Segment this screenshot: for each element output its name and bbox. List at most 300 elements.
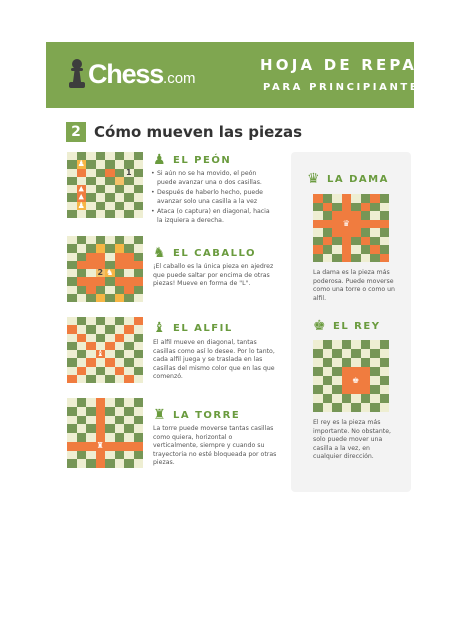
rook-board-square [77, 398, 87, 407]
knight-board-square [105, 277, 115, 285]
knight-board-square [105, 236, 115, 244]
pawn-logo-icon [68, 59, 86, 89]
pawn-board-square [77, 202, 87, 210]
king-board-square [323, 367, 333, 376]
king-board-square [370, 358, 380, 367]
pawn-board-square [134, 152, 144, 160]
knight-board-square [77, 236, 87, 244]
knight-board-square [67, 269, 77, 277]
knight-board-square [96, 269, 106, 277]
pawn-board-square [115, 177, 125, 185]
king-icon: ♚ [313, 318, 326, 334]
bishop-board-square [67, 317, 77, 325]
rook-board-square [115, 407, 125, 416]
rook-board-square [96, 398, 106, 407]
queen-board-square [380, 254, 390, 263]
bishop-board-square [67, 367, 77, 375]
king-board-square [332, 367, 342, 376]
bishop-board-square [115, 342, 125, 350]
knight-board-square [124, 244, 134, 252]
king-board-square [342, 349, 352, 358]
pawn-board-square [134, 185, 144, 193]
bishop-board-square [86, 350, 96, 358]
king-board-square [351, 376, 361, 385]
bishop-board-square [124, 325, 134, 333]
queen-board-square [361, 254, 371, 263]
queen-board-square [361, 220, 371, 229]
knight-board-square [86, 244, 96, 252]
bishop-board-square [115, 375, 125, 383]
bishop-board-square [67, 342, 77, 350]
pawn-board-square [96, 160, 106, 168]
queen-board-square [380, 237, 390, 246]
knight-board-square [77, 286, 87, 294]
queen-board-square [351, 211, 361, 220]
queen-board-square [332, 254, 342, 263]
queen-board [313, 194, 389, 262]
queen-icon: ♛ [307, 171, 320, 187]
pawn-board-square [96, 169, 106, 177]
knight-board-square [134, 236, 144, 244]
pawn-board-square [86, 169, 96, 177]
queen-board-square [370, 211, 380, 220]
knight-board-square [77, 277, 87, 285]
knight-board-square [96, 236, 106, 244]
king-board-square [342, 358, 352, 367]
king-board-square [313, 367, 323, 376]
pawn-board-square [86, 177, 96, 185]
rook-board-square [134, 451, 144, 460]
rook-board-square [105, 433, 115, 442]
queen-board-square [323, 237, 333, 246]
king-board-square [323, 394, 333, 403]
bishop-description: El alfil mueve en diagonal, tantas casillas como así lo desee. Por lo tanto, cada alfil juega y se traslada en las casillas del mismo color que en las que comenzó. [153, 339, 275, 381]
queen-board-square [332, 237, 342, 246]
king-board-square [361, 376, 371, 385]
bishop-board-square [115, 350, 125, 358]
rook-board-square [124, 442, 134, 451]
king-board-square [380, 367, 390, 376]
queen-board-square [361, 237, 371, 246]
rook-board-square [124, 398, 134, 407]
king-board-square [342, 403, 352, 412]
bishop-board-square [124, 350, 134, 358]
king-board-square [332, 403, 342, 412]
rook-title: LA TORRE [173, 409, 241, 421]
king-heading [313, 319, 380, 333]
king-board-square [361, 358, 371, 367]
king-board-square [313, 376, 323, 385]
knight-board-square [115, 277, 125, 285]
bishop-board-square [115, 334, 125, 342]
rook-board-square [67, 451, 77, 460]
knight-board-square [115, 244, 125, 252]
king-board-square [361, 385, 371, 394]
header-banner [46, 42, 448, 108]
knight-board-square [124, 277, 134, 285]
rook-board-square [115, 424, 125, 433]
bishop-board-square [86, 334, 96, 342]
rook-board-square [96, 442, 106, 451]
pawn-board-square [96, 202, 106, 210]
queen-board-square [323, 203, 333, 212]
knight-board-square [105, 269, 115, 277]
pawn-board-square [105, 193, 115, 201]
pawn-board-square [115, 193, 125, 201]
bishop-board-square [77, 334, 87, 342]
king-board-square [380, 349, 390, 358]
bishop-board-square [86, 317, 96, 325]
king-board-square [380, 403, 390, 412]
bishop-piece-icon: ♝ [96, 349, 104, 359]
pawn-board-square [67, 160, 77, 168]
bishop-board-square [134, 334, 144, 342]
pawn-board-square [86, 152, 96, 160]
knight-board-square [86, 286, 96, 294]
rook-board-square [105, 459, 115, 468]
queen-board-square [332, 220, 342, 229]
rook-board-square [115, 459, 125, 468]
king-board-square [313, 394, 323, 403]
knight-board-square [86, 277, 96, 285]
king-board-square [323, 358, 333, 367]
bishop-icon: ♝ [153, 320, 166, 336]
pawn-board-square [67, 193, 77, 201]
rook-board-square [67, 416, 77, 425]
pawn-board-square [86, 185, 96, 193]
knight-board-square [77, 269, 87, 277]
knight-board [67, 236, 143, 302]
rook-board-square [67, 407, 77, 416]
queen-board-square [332, 245, 342, 254]
knight-board-square [67, 286, 77, 294]
pawn-piece-icon: ♟ [77, 200, 85, 210]
knight-board-square [67, 236, 77, 244]
queen-board-square [313, 194, 323, 203]
rook-board-square [105, 424, 115, 433]
knight-title: EL CABALLO [173, 247, 257, 259]
rook-board-square [134, 433, 144, 442]
bishop-board-square [124, 334, 134, 342]
pawn-board-square [115, 169, 125, 177]
king-board-square [351, 358, 361, 367]
bishop-board-square [134, 367, 144, 375]
knight-board-square [115, 261, 125, 269]
pawn-board-square [86, 193, 96, 201]
queen-board-square [370, 194, 380, 203]
rook-board-square [124, 407, 134, 416]
king-board-square [323, 403, 333, 412]
bishop-board-square [124, 367, 134, 375]
knight-board-square [86, 269, 96, 277]
bishop-board-square [67, 334, 77, 342]
knight-board-square [134, 269, 144, 277]
bishop-board-square [77, 375, 87, 383]
knight-piece-icon: ♞ [106, 268, 114, 278]
queen-board-square [351, 203, 361, 212]
pawn-board-square [96, 152, 106, 160]
bishop-board-square [105, 367, 115, 375]
knight-board-square [86, 236, 96, 244]
pawn-description [151, 170, 276, 228]
pawn-board-square [67, 210, 77, 218]
king-board-square [313, 403, 323, 412]
king-board-square [342, 340, 352, 349]
rook-board-square [67, 459, 77, 468]
bishop-board-square [96, 334, 106, 342]
knight-board-square [124, 269, 134, 277]
queen-board-square [313, 254, 323, 263]
bishop-board-square [96, 350, 106, 358]
logo-suffix: .com [163, 69, 196, 87]
rook-board-square [77, 416, 87, 425]
king-board-square [342, 376, 352, 385]
queen-board-square [332, 203, 342, 212]
knight-board-square [96, 294, 106, 302]
bishop-board-square [77, 367, 87, 375]
bishop-board-square [77, 350, 87, 358]
king-board-square [380, 394, 390, 403]
up-arrow-icon: ▲ [78, 192, 84, 201]
bishop-board-square [86, 358, 96, 366]
king-board [313, 340, 389, 412]
pawn-board-square [105, 210, 115, 218]
king-board-square [332, 340, 342, 349]
queen-board-square [370, 203, 380, 212]
knight-board-square [67, 294, 77, 302]
pawn-board-square [105, 202, 115, 210]
pawn-board-square [105, 177, 115, 185]
king-board-square [370, 349, 380, 358]
bishop-board-square [124, 317, 134, 325]
knight-board-square [105, 294, 115, 302]
queen-board-square [313, 220, 323, 229]
bishop-board-square [105, 350, 115, 358]
queen-board-square [380, 245, 390, 254]
pawn-board-square [67, 177, 77, 185]
rook-board-square [134, 424, 144, 433]
bishop-board-square [86, 325, 96, 333]
king-board-square [351, 394, 361, 403]
bishop-board-square [67, 350, 77, 358]
king-board-square [351, 340, 361, 349]
pawn-board-square [134, 169, 144, 177]
king-board-square [361, 367, 371, 376]
bishop-board [67, 317, 143, 383]
knight-board-square [134, 261, 144, 269]
bishop-board-square [124, 375, 134, 383]
rook-board-square [96, 451, 106, 460]
queen-board-square [342, 220, 352, 229]
queen-description: La dama es la pieza más poderosa. Puede moverse como una torre o como un alfil. [313, 269, 395, 302]
pawn-board-square [105, 152, 115, 160]
queen-board-square [361, 211, 371, 220]
king-board-square [370, 367, 380, 376]
knight-board-square [77, 244, 87, 252]
bishop-board-square [96, 317, 106, 325]
pawn-board-square [77, 169, 87, 177]
rook-board-square [134, 407, 144, 416]
pawn-board-square [115, 185, 125, 193]
rook-board-square [115, 433, 125, 442]
queen-board-square [361, 194, 371, 203]
knight-board-square [96, 244, 106, 252]
pawn-board-square [134, 193, 144, 201]
knight-board-square [105, 286, 115, 294]
rook-board-square [77, 459, 87, 468]
queen-board-square [323, 245, 333, 254]
rook-board-square [86, 442, 96, 451]
bishop-board-square [115, 358, 125, 366]
rook-board-square [134, 416, 144, 425]
pawn-board-square [115, 160, 125, 168]
knight-board-square [77, 261, 87, 269]
rook-board-square [86, 459, 96, 468]
pawn-bullet-2: • Después de haberlo hecho, puede avanzar solo una casilla a la vez [151, 189, 276, 206]
rook-board-square [67, 424, 77, 433]
rook-description: La torre puede moverse tantas casillas como quiera, horizontal o verticalmente, siempre y cuando su trayectoria no esté bloqueada por otras piezas. [153, 425, 277, 467]
bishop-board-square [86, 342, 96, 350]
bishop-board-square [134, 350, 144, 358]
rook-board-square [67, 442, 77, 451]
queen-board-square [323, 228, 333, 237]
knight-board-square [96, 277, 106, 285]
pawn-board-square [77, 210, 87, 218]
queen-board-square [370, 254, 380, 263]
king-board-square [361, 403, 371, 412]
knight-board-square [134, 253, 144, 261]
queen-board-square [380, 220, 390, 229]
king-board-square [351, 349, 361, 358]
knight-board-square [77, 294, 87, 302]
queen-board-square [370, 220, 380, 229]
king-board-square [370, 394, 380, 403]
knight-board-square [86, 294, 96, 302]
queen-board-square [361, 245, 371, 254]
pawn-board-square [124, 152, 134, 160]
knight-board-square [77, 253, 87, 261]
rook-board-square [77, 442, 87, 451]
king-board-square [342, 394, 352, 403]
rook-board-square [134, 459, 144, 468]
rook-board-square [86, 398, 96, 407]
pawn-board-square [124, 177, 134, 185]
king-board-square [313, 358, 323, 367]
rook-board-square [115, 398, 125, 407]
rook-board-square [86, 433, 96, 442]
queen-board-square [332, 211, 342, 220]
knight-icon: ♞ [153, 245, 166, 261]
king-board-square [361, 394, 371, 403]
knight-heading [153, 246, 256, 260]
queen-board-square [313, 237, 323, 246]
bishop-board-square [96, 325, 106, 333]
king-board-square [370, 376, 380, 385]
pawn-piece-icon: ♟ [77, 159, 85, 169]
knight-board-square [115, 253, 125, 261]
rook-board-square [134, 398, 144, 407]
rook-board-square [86, 424, 96, 433]
rook-board-square [115, 451, 125, 460]
queen-board-square [323, 220, 333, 229]
bishop-board-square [86, 367, 96, 375]
knight-board-square [124, 236, 134, 244]
knight-board-square [134, 286, 144, 294]
knight-board-square [86, 261, 96, 269]
knight-board-square [134, 294, 144, 302]
pawn-board-square [134, 210, 144, 218]
king-piece-icon: ♚ [352, 375, 360, 385]
rook-board-square [105, 398, 115, 407]
bishop-title: EL ALFIL [173, 322, 233, 334]
king-board-square [370, 403, 380, 412]
king-title: EL REY [333, 320, 381, 332]
queen-title: LA DAMA [327, 173, 389, 185]
knight-board-square [115, 286, 125, 294]
rook-board-square [105, 442, 115, 451]
rook-board-square [96, 424, 106, 433]
queen-board-square [361, 203, 371, 212]
king-board-square [323, 376, 333, 385]
pawn-board-square [134, 160, 144, 168]
king-board-square [313, 349, 323, 358]
knight-board-square [67, 253, 77, 261]
pawn-board-square [67, 169, 77, 177]
pawn-icon: ♟ [153, 152, 166, 168]
king-board-square [332, 385, 342, 394]
bishop-board-square [105, 342, 115, 350]
queen-board-square [351, 237, 361, 246]
pawn-board [67, 152, 143, 218]
bishop-board-square [115, 317, 125, 325]
pawn-heading [153, 153, 231, 167]
bishop-board-square [134, 325, 144, 333]
queen-piece-icon: ♛ [342, 218, 350, 228]
square-number-label: 2 [97, 268, 104, 278]
knight-board-square [67, 261, 77, 269]
bishop-board-square [77, 325, 87, 333]
rook-board-square [115, 416, 125, 425]
queen-board-square [323, 194, 333, 203]
bishop-board-square [77, 342, 87, 350]
rook-board-square [105, 451, 115, 460]
king-board-square [323, 340, 333, 349]
king-board-square [380, 376, 390, 385]
knight-board-square [124, 294, 134, 302]
bishop-board-square [105, 334, 115, 342]
chess-com-logo [68, 56, 196, 92]
queen-board-square [361, 228, 371, 237]
rook-board-square [124, 451, 134, 460]
king-board-square [342, 367, 352, 376]
king-board-square [351, 403, 361, 412]
queen-board-square [370, 228, 380, 237]
king-board-square [313, 385, 323, 394]
pawn-board-square [105, 169, 115, 177]
queen-board-square [342, 203, 352, 212]
king-board-square [332, 349, 342, 358]
rook-heading [153, 408, 240, 422]
bishop-board-square [67, 358, 77, 366]
knight-board-square [115, 236, 125, 244]
queen-board-square [380, 194, 390, 203]
pawn-board-square [96, 193, 106, 201]
pawn-board-square [124, 193, 134, 201]
king-board-square [332, 394, 342, 403]
queen-board-square [351, 228, 361, 237]
pawn-board-square [86, 202, 96, 210]
rook-board-square [96, 416, 106, 425]
